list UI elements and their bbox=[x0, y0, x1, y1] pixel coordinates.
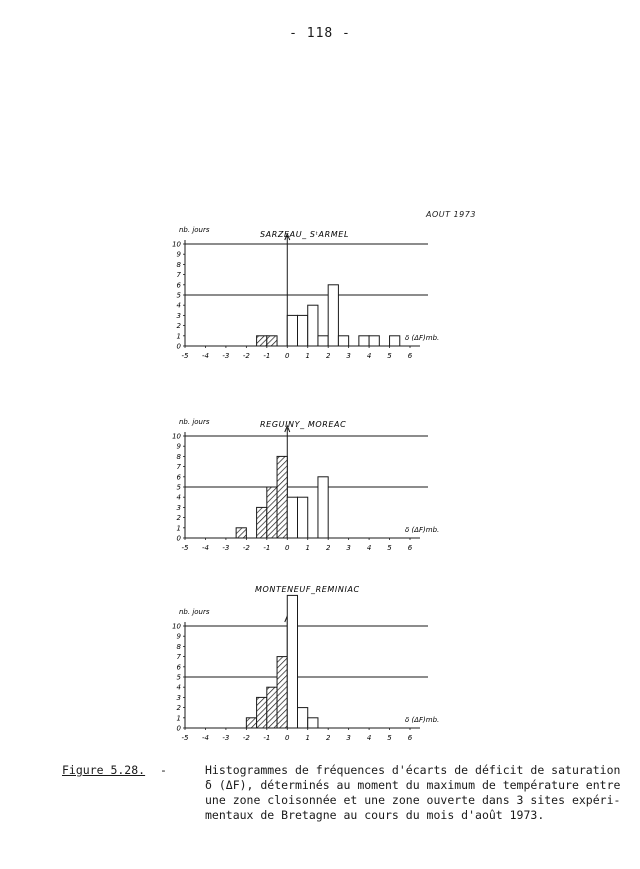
y-tick-label: 1 bbox=[176, 714, 181, 723]
x-axis-label: δ (ΔF)mb. bbox=[405, 526, 440, 534]
bar-hatched bbox=[267, 687, 277, 728]
bar-open bbox=[308, 718, 318, 728]
caption-separator: - bbox=[160, 763, 167, 777]
y-tick-label: 10 bbox=[172, 622, 181, 631]
x-tick-label: -2 bbox=[242, 734, 250, 742]
bar-open bbox=[369, 336, 379, 346]
y-tick-label: 9 bbox=[176, 442, 181, 451]
y-tick-label: 7 bbox=[176, 271, 181, 280]
y-tick-label: 9 bbox=[176, 632, 181, 641]
y-tick-label: 5 bbox=[176, 673, 181, 682]
caption-label: Figure 5.28. bbox=[62, 763, 146, 777]
x-tick-label: -2 bbox=[242, 544, 250, 552]
y-tick-label: 10 bbox=[172, 432, 181, 441]
y-tick-label: 8 bbox=[176, 642, 181, 651]
x-tick-label: 4 bbox=[366, 352, 372, 360]
x-tick-label: 3 bbox=[346, 544, 351, 552]
histogram-panel bbox=[172, 226, 439, 360]
month-label: AOUT 1973 bbox=[426, 210, 476, 219]
x-tick-label: -3 bbox=[222, 352, 230, 360]
x-tick-label: -5 bbox=[181, 544, 189, 552]
bar-open bbox=[390, 336, 400, 346]
chart-title: SARZEAU_ SᵗARMEL bbox=[260, 230, 349, 239]
y-tick-label: 1 bbox=[176, 332, 181, 341]
x-tick-label: -1 bbox=[263, 544, 271, 552]
x-tick-label: -5 bbox=[181, 352, 189, 360]
histogram-panel bbox=[172, 418, 439, 552]
x-tick-label: 0 bbox=[285, 734, 290, 742]
x-tick-label: 0 bbox=[285, 544, 290, 552]
chart-title: REGUINY_ MOREAC bbox=[260, 420, 347, 429]
x-tick-label: -3 bbox=[222, 544, 230, 552]
y-tick-label: 2 bbox=[176, 514, 181, 523]
y-tick-label: 6 bbox=[176, 473, 181, 482]
x-axis-label: δ (ΔF)mb. bbox=[405, 334, 440, 342]
x-tick-label: -4 bbox=[201, 734, 209, 742]
x-tick-label: 5 bbox=[387, 352, 392, 360]
caption-line: une zone cloisonnée et une zone ouverte dans 3 sites expéri- bbox=[205, 793, 621, 807]
y-tick-label: 8 bbox=[176, 452, 181, 461]
y-tick-label: 2 bbox=[176, 704, 181, 713]
y-tick-label: 4 bbox=[176, 301, 181, 310]
bar-hatched bbox=[277, 456, 287, 538]
y-tick-label: 4 bbox=[176, 683, 181, 692]
y-tick-label: 3 bbox=[176, 311, 181, 320]
x-tick-label: 1 bbox=[305, 352, 310, 360]
bar-open bbox=[308, 305, 318, 346]
y-tick-label: 2 bbox=[176, 322, 181, 331]
bar-hatched bbox=[267, 487, 277, 538]
x-tick-label: 2 bbox=[325, 352, 331, 360]
x-tick-label: 6 bbox=[407, 544, 413, 552]
bar-open bbox=[338, 336, 348, 346]
y-tick-label: 7 bbox=[176, 463, 181, 472]
bar-open bbox=[298, 497, 308, 538]
x-tick-label: 1 bbox=[305, 544, 310, 552]
x-tick-label: 4 bbox=[366, 544, 372, 552]
x-tick-label: 2 bbox=[325, 734, 331, 742]
bar-hatched bbox=[246, 718, 256, 728]
x-tick-label: -2 bbox=[242, 352, 250, 360]
bar-hatched bbox=[257, 697, 267, 728]
bar-open bbox=[328, 285, 338, 346]
bar-open bbox=[359, 336, 369, 346]
y-tick-label: 8 bbox=[176, 260, 181, 269]
x-tick-label: 6 bbox=[407, 734, 413, 742]
x-tick-label: -3 bbox=[222, 734, 230, 742]
x-tick-label: -4 bbox=[201, 352, 209, 360]
bar-hatched bbox=[267, 336, 277, 346]
page-number: - 118 - bbox=[289, 26, 351, 41]
bar-hatched bbox=[257, 507, 267, 538]
y-tick-label: 1 bbox=[176, 524, 181, 533]
x-tick-label: 6 bbox=[407, 352, 413, 360]
histogram-panel bbox=[172, 585, 439, 742]
y-tick-label: 6 bbox=[176, 663, 181, 672]
x-tick-label: 3 bbox=[346, 734, 351, 742]
x-axis-label: δ (ΔF)mb. bbox=[405, 716, 440, 724]
bar-open bbox=[318, 336, 328, 346]
x-tick-label: -4 bbox=[201, 544, 209, 552]
x-tick-label: -5 bbox=[181, 734, 189, 742]
y-tick-label: 10 bbox=[172, 240, 181, 249]
y-tick-label: 0 bbox=[176, 534, 181, 543]
x-tick-label: 0 bbox=[285, 352, 290, 360]
y-tick-label: 6 bbox=[176, 281, 181, 290]
x-tick-label: 4 bbox=[366, 734, 372, 742]
y-axis-label: nb. jours bbox=[179, 226, 210, 234]
bar-open bbox=[298, 315, 308, 346]
x-tick-label: 1 bbox=[305, 734, 310, 742]
x-tick-label: -1 bbox=[263, 352, 271, 360]
bar-hatched bbox=[257, 336, 267, 346]
x-tick-label: 3 bbox=[346, 352, 351, 360]
y-tick-label: 3 bbox=[176, 693, 181, 702]
bar-open bbox=[287, 497, 297, 538]
bar-open bbox=[298, 708, 308, 728]
y-tick-label: 0 bbox=[176, 724, 181, 733]
x-tick-label: 2 bbox=[325, 544, 331, 552]
y-tick-label: 4 bbox=[176, 493, 181, 502]
chart-title: MONTENEUF_REMINIAC bbox=[255, 585, 360, 594]
bar-open bbox=[287, 595, 297, 728]
y-tick-label: 5 bbox=[176, 483, 181, 492]
y-axis-label: nb. jours bbox=[179, 418, 210, 426]
bar-open bbox=[318, 477, 328, 538]
y-tick-label: 0 bbox=[176, 342, 181, 351]
caption-line: Histogrammes de fréquences d'écarts de déficit de saturation bbox=[205, 763, 621, 777]
bar-hatched bbox=[277, 657, 287, 728]
y-tick-label: 5 bbox=[176, 291, 181, 300]
bar-hatched bbox=[236, 528, 246, 538]
caption-line: mentaux de Bretagne au cours du mois d'août 1973. bbox=[205, 808, 545, 822]
x-tick-label: 5 bbox=[387, 544, 392, 552]
y-axis-label: nb. jours bbox=[179, 608, 210, 616]
y-tick-label: 9 bbox=[176, 250, 181, 259]
x-tick-label: 5 bbox=[387, 734, 392, 742]
y-tick-label: 7 bbox=[176, 653, 181, 662]
bar-open bbox=[287, 315, 297, 346]
caption-line: δ (ΔF), déterminés au moment du maximum de température entre bbox=[205, 778, 621, 792]
x-tick-label: -1 bbox=[263, 734, 271, 742]
y-tick-label: 3 bbox=[176, 503, 181, 512]
